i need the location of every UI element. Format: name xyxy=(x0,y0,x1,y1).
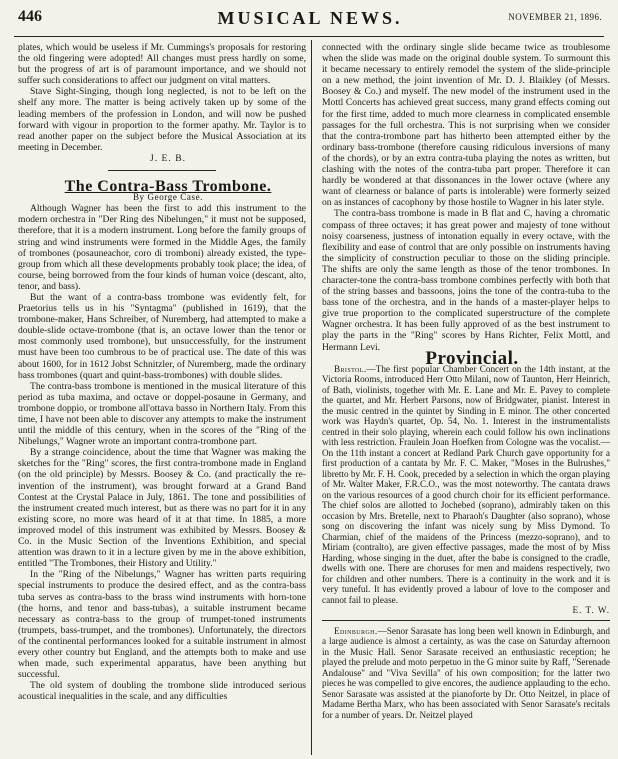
paragraph: By a strange coincidence, about the time that Wagner was making the sketches for the "Ring" scores, the first contra-trombone made in England (on the old principle) by Messrs. Boosey & Co. (and practically the re-invention of the instrument), was brought forward at a Grand Band Contest at the Crystal Palace in July, 1861. The tone and possibilities of the instrument created much interest, but as there was no part for it in any existing score, no more was heard of it at that time. In 1885, a more improved model of this instrument was exhibited by Messrs. Boosey & Co. in the Music Section of the Inventions Exhibition, and special attention was drawn to it in a lecture given by me in the above exhibition, entitled "The Trombones, their History and Utility." xyxy=(18,447,306,570)
place-name: Edinburgh. xyxy=(334,625,378,636)
paragraph: The contra-bass trombone is made in B flat and C, having a chromatic compass of three octaves; it has great power and majesty of tone without noisy coarseness, justness of intonation equally in every octave, with the flexibility and ease of control that are only possible on instruments having the simplicity of construction peculiar to those on the sliding principle. The shifts are only the same length as those of the tenor trombones. In character-tone the contra-bass trombone combines perfectly with both that of the string basses and bassoons, joins the tone of the contra-tuba to the bass tone of the orchestra, and in the hands of a master-player helps to give true proportion to the complicated superstructure of the complete Wagner orchestra. It has been fully approved of as the best instrument to play the parts in the "Ring" scores by Hans Richter, Felix Mottl, and Hermann Levi. xyxy=(322,208,610,353)
place-name: Bristol. xyxy=(334,363,367,374)
edinburgh-report xyxy=(322,626,610,721)
section-title: Provincial. xyxy=(425,347,519,369)
bristol-report xyxy=(322,364,610,606)
header-rule xyxy=(14,36,604,37)
paragraph: Although Wagner has been the first to add this instrument to the modern orchestra in "Der Ring des Nibelungen," it must not be supposed, therefore, that it is a modern instrument. Long before the family groups of string and wind instruments were formed in the Middle Ages, the family of trombones (posauneachor, coro di tromboni) already existed, the type-group from which all these developments probably took place; the idea, of course, being borrowed from the four kinds of human voice (descant, alto, tenor, and bass). xyxy=(18,203,306,292)
paragraph: But the want of a contra-bass trombone was evidently felt, for Praetorius tells us in his "Syntagma" (published in 1619), that the trombone-maker, Hans Schreiber, of Nuremberg, had attempted to make a double-slide octave-trombone (that is, an octave lower than the tenor or most commonly used trombone), but unsuccessfully, for the instrument must have been too cumbrous to be of practical use. The date of this was about 1600, for in 1612 Jobst Schnitzler, of Nuremberg, made the ordinary bass trombones (quart and quint-bass-trombones) with double slides. xyxy=(18,291,306,381)
running-header xyxy=(18,8,602,32)
paragraph: The contra-bass trombone is mentioned in the musical literature of this period as tuba maxima, and octave or doppel-posaune in Germany, and trombone doppio, or trombone all'ottava basso in Northern Italy. From this time, I have not been able to discover any attempts to make the instrument until the middle of this century, when in the scores of the "Ring of the Nibelungs," Wagner wrote an important contra-trombone part. xyxy=(18,380,306,448)
page-number: 446 xyxy=(18,8,42,25)
report-signature: E. T. W. xyxy=(572,605,610,616)
paragraph: In the "Ring of the Nibelungs," Wagner has written parts requiring special instruments to produce the desired effect, and as the contra-bass tuba serves as contra-bass to the brass wind instruments with horn-tone (the horns, and tenor and bass-tubas), a suitable instrument became necessary as contra-bass to the group of trumpet-toned instruments (trumpets, bass-trumpet, and the trombones). Unfortunately, the directors of the continental performances looked for a suitable instrument in almost every other country but England, and the attempts both to make and use when made, such experimental apparatus, have been anything but successful. xyxy=(18,569,306,681)
paragraph: The old system of doubling the trombone slide introduced serious acoustical inequalities in the scale, and any difficulties xyxy=(18,680,306,703)
article-title-text: The Contra-Bass Trombone. xyxy=(64,178,272,196)
article-byline: By George Case. xyxy=(132,192,204,203)
column-divider xyxy=(311,40,312,755)
masthead-title: MUSICAL NEWS. xyxy=(217,8,403,28)
paragraph: plates, which would be useless if Mr. Cummings's proposals for restoring the old fingering were adopted! All changes must press hardly on some, but the progress of art is of paramount importance, and we should not suffer such considerations to affect our judgment on vital matters. xyxy=(18,42,306,87)
report-text: —Senor Sarasate has long been well known in Edinburgh, and a large audience is almost a certainty, as was the case on Saturday afternoon in the Music Hall. Senor Sarasate received an enthusiastic reception; he played the prelude and moto perpetuo in the G minor suite by Raff, "Serenade Andalouse" and "Viva Sevilla" of his own composition; for the latter two pieces he was compelled to give encores, the audience applauding to the echo. Senor Sarasate was assisted at the pianoforte by Dr. Otto Neitzel, in place of Madame Bertha Marx, who has been associated with Senor Sarasate's recitals for a number of years. Dr. Neitzel played xyxy=(322,625,610,720)
report-rule xyxy=(322,620,610,621)
author-signature: J. E. B. xyxy=(150,152,186,164)
paragraph: connected with the ordinary single slide became twice as troublesome when the slide was made on the original double system. To surmount this it became necessary to entirely remodel the system of the slide-principle on a new method, the joint invention of Mr. D. J. Blaikley (of Messrs. Boosey & Co.) and myself. The new model of the instrument used in the Mottl Concerts has achieved great success, many grand effects coming out for the first time, added to much more clearness in complicated ensemble passages for the full orchestra. This is not surprising when we consider that the contra-trombone part has hitherto been attempted either by the ordinary bass-trombone (therefore causing ridiculous inversions of many of the chords), or by an extra contra-tuba playing the notes as written, but clashing with the notes of the contra-tuba part proper. Therefore it can hardly be wondered at that dissonances in the lower octave (where any want of clearness or balance of parts is intolerable) were formerly seized on as instances of cacophony by those hostile to Wagner in his later style. xyxy=(322,42,610,209)
article-title xyxy=(18,178,306,196)
paragraph: Stave Sight-Singing, though long neglected, is not to be left on the shelf any more. The matter is being actively taken up by some of the leading members of the profession in London, and will now be pushed forward with vigour in proportion to the former apathy. Mr. Taylor is to read another paper on the subject before the Musical Association at its meeting in December. xyxy=(18,86,306,153)
issue-date: NOVEMBER 21, 1896. xyxy=(508,12,602,22)
provincial-section xyxy=(322,364,610,721)
right-column xyxy=(322,42,610,720)
left-column xyxy=(18,42,306,702)
report-text: —The first popular Chamber Concert on the 14th instant, at the Victoria Rooms, introduced Herr Otto Milani, now of Taunton, Herr Heinrich, of Bath, violinists, together with Mr. E. Lane and Mr. E. Pavey to complete the quartet, and Mr. Herbert Parsons, now of Bridgwater, pianist. Interest in the music centred in the quintet by Sinding in E minor. The other concerted work was Haydn's quartet, Op. 54, No. 1. Interest in the instrumentalists centred in their solo playing, wherein each could follow his own inclinations with less restriction. Fraulein Joan Hoefken from Cologne was the vocalist.—On the 11th instant a concert at Redland Park Church gave opportunity for a first production of a cantata by Mr. F. C. Maker, "Moses in the Bulrushes," libretto by Mr. F. H. Cook, preceded by a selection in which the organ playing of Mr. Walter Maker, F.R.C.O., was the most noteworthy. The cantata draws on the various resources of a good church choir for its efficient performance. The chief solos are allotted to Jochebed (soprano), admirably taken on this occasion by Mrs. Bretelle, next to Pharaoh's Daughter (also soprano), whose song on discovering the infant was nicely sung by Miss Dymond. To Charmian, chief of the maidens of the Princess (mezzo-soprano), and to Miriam (contralto), are given effective passages, made the most of by Miss Harding, whose singing in the duet, after the babe is consigned to the cradle, dwells with one. There are choruses for men and maidens respectively, two for children and other numbers. There is a continuity in the work and it is very tuneful. It has evidently proved a labour of love to the composer and cannot fail to please. xyxy=(322,363,610,605)
section-rule xyxy=(108,170,216,171)
